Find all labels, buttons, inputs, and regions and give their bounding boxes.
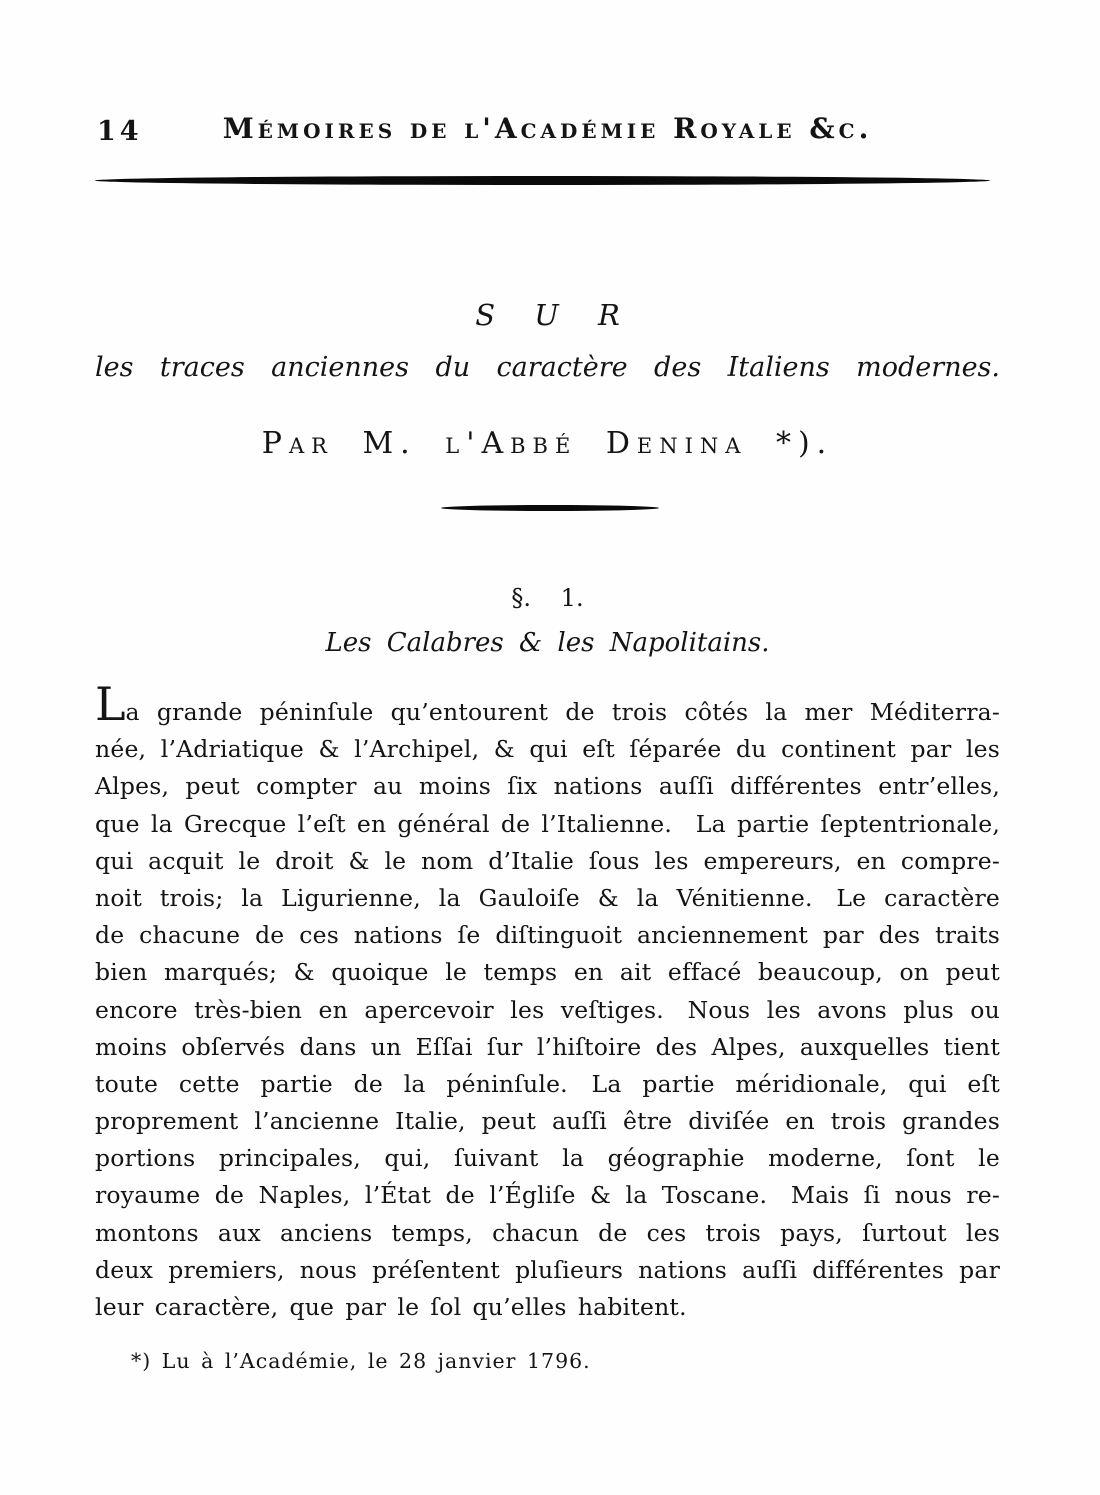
body-line: royaume de Naples, l’État de l’Égliſe & la Toscane. Mais ſi nous re- <box>95 1181 1000 1210</box>
body-line: née, l’Adriatique & l’Archipel, & qui eſt ſéparée du continent par les <box>95 735 1000 764</box>
body-line: leur caractère, que par le ſol qu’elles habitent. <box>95 1293 687 1321</box>
section-divider-rule <box>441 505 659 511</box>
body-line: proprement l’ancienne Italie, peut auſſi être diviſée en trois grandes <box>95 1107 1000 1136</box>
running-head-title: Mémoires de l'Académie Royale &c. <box>222 112 873 145</box>
body-line: Alpes, peut compter au moins ſix nations auſſi différentes entr’elles, <box>95 772 1000 801</box>
body-line: deux premiers, nous préſentent pluſieurs nations auſſi différentes par <box>95 1255 1000 1284</box>
running-head <box>95 112 1000 156</box>
article-title: les traces anciennes du caractère des Italiens modernes. <box>95 352 1000 383</box>
title-kicker: S U R <box>475 298 635 332</box>
header-rule <box>95 176 990 185</box>
section-subtitle: Les Calabres & les Napolitains. <box>325 628 770 658</box>
body-line: moins obſervés dans un Eſſai ſur l’hiſtoire des Alpes, auxquelles tient <box>95 1032 1000 1061</box>
body-line: de chacune de ces nations ſe diſtinguoit anciennement par des traits <box>95 921 1000 950</box>
body-line: que la Grecque l’eſt en général de l’Italienne. La partie ſeptentrionale, <box>95 809 1000 838</box>
body-line: bien marqués; & quoique le temps en ait effacé beaucoup, on peut <box>95 958 1000 987</box>
body-line: portions principales, qui, ſuivant la géographie moderne, ſont le <box>95 1144 1000 1173</box>
section-mark: §. 1. <box>511 584 584 612</box>
body-line: montons aux anciens temps, chacun de ces trois pays, ſurtout les <box>95 1218 1000 1247</box>
footnote: *) Lu à l’Académie, le 28 janvier 1796. <box>131 1349 591 1373</box>
drop-cap-initial: L <box>95 677 126 731</box>
body-paragraph <box>95 677 1000 1326</box>
body-line: encore très-bien en apercevoir les veſtiges. Nous les avons plus ou <box>95 995 1000 1024</box>
body-line <box>95 677 1000 731</box>
body-line-text: a grande péninſule qu’entourent de trois côtés la mer Méditerra- <box>125 698 1000 726</box>
body-line: toute cette partie de la péninſule. La partie méridionale, qui eſt <box>95 1069 1000 1098</box>
page-number: 14 <box>97 116 143 147</box>
body-line: noit trois; la Ligurienne, la Gauloiſe & la Vénitienne. Le caractère <box>95 883 1000 912</box>
byline: Par M. l'Abbé Denina *). <box>261 426 834 461</box>
body-line: qui acquit le droit & le nom d’Italie ſous les empereurs, en compre- <box>95 846 1000 875</box>
